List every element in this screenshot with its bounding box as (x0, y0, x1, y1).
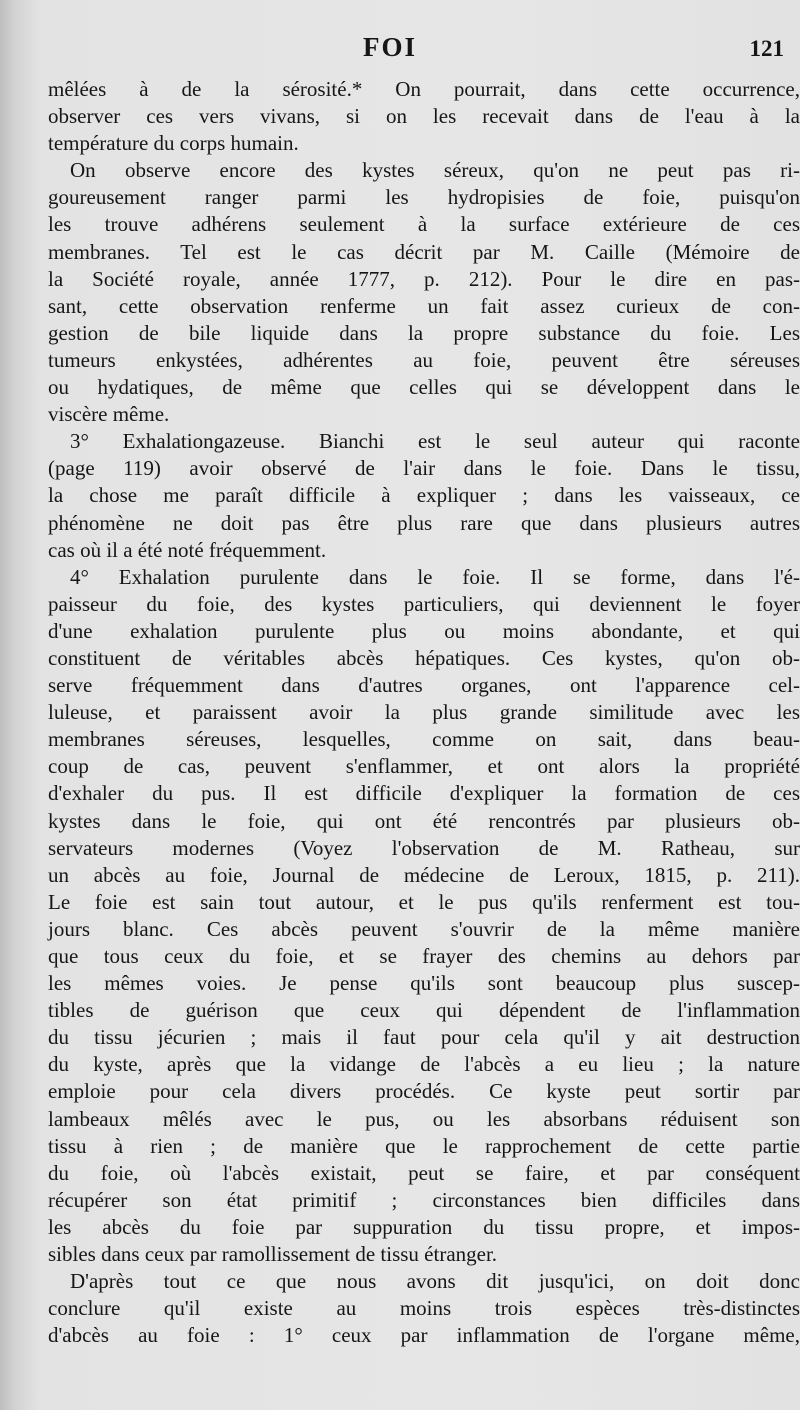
page-number: 121 (749, 36, 784, 61)
text-line: servateurs modernes (Voyez l'observation de M. Ratheau, sur (48, 835, 800, 860)
text-line: tibles de guérison que ceux qui dépendent de l'inflammation (48, 998, 800, 1023)
text-line: les abcès du foie par suppuration du tissu propre, et impos- (48, 1214, 800, 1239)
text-line: paisseur du foie, des kystes particuliers, qui deviennent le foyer (48, 591, 800, 616)
text-line: la chose me paraît difficile à expliquer ; dans les vaisseaux, ce (48, 483, 800, 508)
text-line: 3° Exhalationgazeuse. Bianchi est le seul auteur qui raconte (70, 429, 800, 454)
text-line: lambeaux mêlés avec le pus, ou les absorbans réduisent son (48, 1106, 800, 1131)
text-line: sibles dans ceux par ramollissement de tissu étranger. (48, 1242, 498, 1267)
text-line: récupérer son état primitif ; circonstances bien difficiles dans (48, 1187, 800, 1212)
text-line: observer ces vers vivans, si on les recevait dans de l'eau à la (48, 104, 800, 129)
text-line: du kyste, après que la vidange de l'abcès a eu lieu ; la nature (48, 1052, 800, 1077)
text-line: ou hydatiques, de même que celles qui se développent dans le (48, 375, 800, 400)
text-line: serve fréquemment dans d'autres organes, ont l'apparence cel- (48, 673, 800, 698)
running-title: FOI (362, 32, 417, 62)
text-line: (page 119) avoir observé de l'air dans le foie. Dans le tissu, (48, 456, 800, 481)
text-line: D'après tout ce que nous avons dit jusqu'ici, on doit donc (70, 1269, 800, 1294)
text-line: sant, cette observation renferme un fait assez curieux de con- (48, 293, 800, 318)
text-line: d'abcès au foie : 1° ceux par inflammation de l'organe même, (48, 1323, 800, 1348)
text-line: goureusement ranger parmi les hydropisies de foie, puisqu'on (48, 185, 800, 210)
text-line: d'exhaler du pus. Il est difficile d'expliquer la formation de ces (48, 781, 800, 806)
text-line: constituent de véritables abcès hépatiques. Ces kystes, qu'on ob- (48, 645, 800, 670)
text-line: gestion de bile liquide dans la propre substance du foie. Les (48, 320, 800, 345)
text-line: un abcès au foie, Journal de médecine de Leroux, 1815, p. 211). (48, 862, 800, 887)
text-line: les trouve adhérens seulement à la surface extérieure de ces (48, 212, 800, 237)
text-line: mêlées à de la sérosité.* On pourrait, dans cette occurrence, (48, 77, 800, 101)
text-line: la Société royale, année 1777, p. 212). Pour le dire en pas- (48, 266, 800, 291)
text-line: coup de cas, peuvent s'enflammer, et ont alors la propriété (48, 754, 800, 779)
text-line: emploie pour cela divers procédés. Ce kyste peut sortir par (48, 1079, 800, 1104)
text-line: membranes séreuses, lesquelles, comme on sait, dans beau- (48, 727, 800, 752)
text-line: que tous ceux du foie, et se frayer des chemins au dehors par (48, 944, 800, 968)
text-line: tumeurs enkystées, adhérentes au foie, peuvent être séreuses (48, 347, 800, 372)
text-line: Le foie est sain tout autour, et le pus qu'ils renferment est tou- (48, 889, 800, 914)
text-line: membranes. Tel est le cas décrit par M. Caille (Mémoire de (48, 239, 800, 264)
page-header (0, 28, 800, 68)
text-line: les mêmes voies. Je pense qu'ils sont beaucoup plus suscep- (48, 971, 800, 996)
text-line: d'une exhalation purulente plus ou moins abondante, et qui (48, 618, 800, 643)
body-text (48, 76, 800, 1349)
text-line: phénomène ne doit pas être plus rare que dans plusieurs autres (48, 510, 800, 535)
text-line: kystes dans le foie, qui ont été rencontrés par plusieurs ob- (48, 808, 800, 833)
text-line: On observe encore des kystes séreux, qu'on ne peut pas ri- (70, 158, 800, 183)
text-line: jours blanc. Ces abcès peuvent s'ouvrir de la même manière (48, 916, 800, 941)
text-line: du tissu jécurien ; mais il faut pour cela qu'il y ait destruction (48, 1025, 800, 1050)
text-line: 4° Exhalation purulente dans le foie. Il se forme, dans l'é- (70, 564, 800, 589)
text-line: du foie, où l'abcès existait, peut se faire, et par conséquent (48, 1160, 800, 1185)
text-line: tissu à rien ; de manière que le rapprochement de cette partie (48, 1133, 800, 1158)
text-line: viscère même. (48, 402, 170, 427)
text-line: conclure qu'il existe au moins trois espèces très-distinctes (48, 1296, 800, 1321)
text-line: cas où il a été noté fréquemment. (48, 537, 327, 562)
text-line: luleuse, et paraissent avoir la plus grande similitude avec les (48, 700, 800, 725)
text-line: température du corps humain. (48, 131, 299, 156)
